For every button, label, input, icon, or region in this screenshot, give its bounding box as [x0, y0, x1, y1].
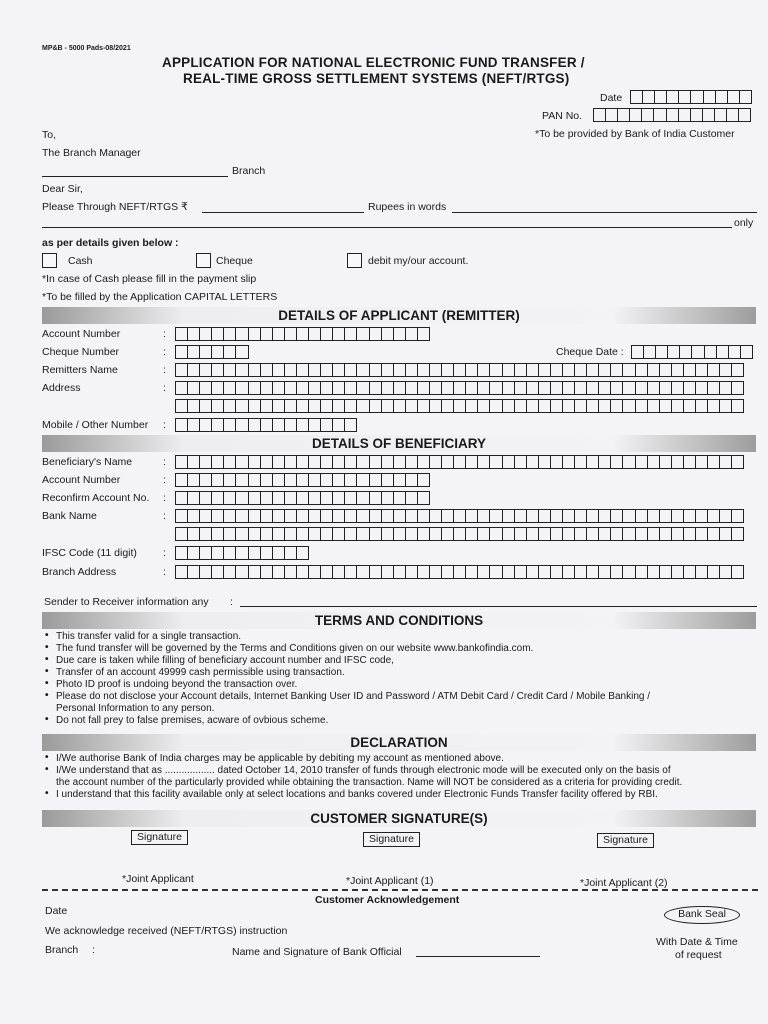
sender-info-line[interactable]	[240, 606, 757, 607]
debit-checkbox[interactable]	[347, 253, 362, 268]
colon: :	[163, 547, 166, 559]
declaration-item-continued: the account number of the particularly provided while obtaining the transaction. Name will NOT be considered as a criteria for providing credit.	[56, 777, 683, 788]
address-label: Address	[42, 382, 81, 394]
official-signature-line[interactable]	[416, 956, 540, 957]
to-label: To,	[42, 129, 57, 141]
ack-text: We acknowledge received (NEFT/RTGS) instruction	[45, 925, 288, 937]
section-applicant-title: DETAILS OF APPLICANT (REMITTER)	[278, 308, 520, 323]
branch-address-boxes[interactable]	[175, 565, 744, 579]
term-item: • Due care is taken while filling of beneficiary account number and IFSC code,	[45, 654, 394, 666]
seal-note-1: With Date & Time	[656, 936, 738, 948]
rupees-words-label: Rupees in words	[368, 201, 447, 213]
cheque-checkbox[interactable]	[196, 253, 211, 268]
term-item: • Please do not disclose your Account details, Internet Banking User ID and Password / ATM Debit Card / Credit Card / Mobile Banking /	[45, 690, 650, 702]
cheque-label: Cheque	[216, 255, 253, 267]
ack-date-label: Date	[45, 905, 68, 917]
pan-boxes[interactable]	[593, 108, 751, 122]
cheque-date-label: Cheque Date :	[556, 346, 624, 358]
signature-box-joint-2[interactable]: Signature	[597, 833, 654, 848]
colon: :	[163, 492, 166, 504]
amount-line[interactable]	[202, 212, 364, 213]
declaration-item: • I understand that this facility available only at select locations and banks covered under Electronic Funds Transfer facility offered by RBI.	[45, 788, 658, 800]
joint-applicant-2-label: *Joint Applicant (2)	[580, 877, 668, 889]
ack-branch-label: Branch	[45, 944, 79, 956]
colon: :	[163, 364, 166, 376]
reconfirm-account-label: Reconfirm Account No.	[42, 492, 150, 504]
remitter-name-label: Remitters Name	[42, 364, 118, 376]
branch-address-label: Branch Address	[42, 566, 117, 578]
colon: :	[163, 328, 166, 340]
rupees-words-line[interactable]	[452, 212, 757, 213]
pan-note: *To be provided by Bank of India Customer	[535, 128, 735, 140]
section-terms	[42, 612, 756, 629]
remitter-account-boxes[interactable]	[175, 327, 430, 341]
ifsc-boxes[interactable]	[175, 546, 309, 560]
declaration-item: • I/We authorise Bank of India charges may be applicable by debiting my account as mentioned above.	[45, 752, 504, 764]
beneficiary-account-label: Account Number	[42, 474, 121, 486]
joint-applicant-1-label: *Joint Applicant (1)	[346, 875, 434, 887]
cheque-number-label: Cheque Number	[42, 346, 120, 358]
declaration-item: • I/We understand that as .................. dated October 14, 2010 transfer of funds through electronic mode will be executed only on the basis of	[45, 764, 671, 776]
colon: :	[163, 419, 166, 431]
term-item: • Do not fall prey to false premises, acware of ovbious scheme.	[45, 714, 329, 726]
term-item: • Transfer of an account 49999 cash permissible using transaction.	[45, 666, 345, 678]
signature-box-joint-1[interactable]: Signature	[363, 832, 420, 847]
cash-checkbox[interactable]	[42, 253, 57, 268]
section-signatures-title: CUSTOMER SIGNATURE(S)	[310, 811, 488, 826]
through-label: Please Through NEFT/RTGS ₹	[42, 201, 188, 213]
mobile-label: Mobile / Other Number	[42, 419, 149, 431]
section-applicant	[42, 307, 756, 324]
ack-title: Customer Acknowledgement	[315, 894, 460, 906]
remitter-name-boxes[interactable]	[175, 363, 744, 377]
only-label: only	[734, 217, 754, 229]
ack-official-label: Name and Signature of Bank Official	[232, 946, 402, 958]
colon: :	[163, 346, 166, 358]
date-label: Date	[600, 92, 623, 104]
bank-name-boxes-2[interactable]	[175, 527, 744, 541]
colon: :	[92, 944, 95, 956]
form-code: MP&B - 5000 Pads-08/2021	[42, 45, 131, 52]
branch-manager: The Branch Manager	[42, 147, 141, 159]
beneficiary-name-label: Beneficiary's Name	[42, 456, 133, 468]
cheque-date-boxes[interactable]	[631, 345, 753, 359]
section-declaration	[42, 734, 756, 751]
seal-note-2: of request	[675, 949, 722, 961]
colon: :	[163, 382, 166, 394]
debit-label: debit my/our account.	[368, 255, 469, 267]
colon: :	[163, 474, 166, 486]
section-signatures	[42, 810, 756, 827]
bank-seal: Bank Seal	[664, 906, 740, 924]
rupees-words-line-2[interactable]	[42, 227, 732, 228]
cheque-number-boxes[interactable]	[175, 345, 249, 359]
bank-name-boxes-1[interactable]	[175, 509, 744, 523]
joint-applicant-label: *Joint Applicant	[122, 873, 194, 885]
branch-name-line[interactable]	[42, 176, 228, 177]
colon: :	[163, 510, 166, 522]
cash-label: Cash	[68, 255, 93, 267]
cash-note: *In case of Cash please fill in the payment slip	[42, 273, 257, 285]
sender-info-label: Sender to Receiver information any	[44, 596, 209, 608]
section-beneficiary-title: DETAILS OF BENEFICIARY	[311, 436, 486, 451]
colon: :	[163, 456, 166, 468]
bank-name-label: Bank Name	[42, 510, 97, 522]
term-item: • The fund transfer will be governed by the Terms and Conditions given on our website www.bankofindia.com.	[45, 642, 534, 654]
address-boxes-1[interactable]	[175, 381, 744, 395]
address-boxes-2[interactable]	[175, 399, 744, 413]
salutation: Dear Sir,	[42, 183, 83, 195]
pan-label: PAN No.	[542, 110, 583, 122]
form-title-line1: APPLICATION FOR NATIONAL ELECTRONIC FUND TRANSFER /	[162, 55, 585, 70]
form-title-line2: REAL-TIME GROSS SETTLEMENT SYSTEMS (NEFT/RTGS)	[183, 71, 570, 86]
signature-box-applicant[interactable]: Signature	[131, 830, 188, 845]
section-declaration-title: DECLARATION	[350, 735, 448, 750]
tear-off-line	[42, 889, 758, 891]
reconfirm-account-boxes[interactable]	[175, 491, 430, 505]
section-beneficiary	[42, 435, 756, 452]
colon: :	[230, 596, 233, 608]
term-item: • Photo ID proof is undoing beyond the transaction over.	[45, 678, 298, 690]
date-boxes[interactable]	[630, 90, 752, 104]
beneficiary-name-boxes[interactable]	[175, 455, 744, 469]
ifsc-label: IFSC Code (11 digit)	[42, 547, 137, 559]
account-number-label: Account Number	[42, 328, 121, 340]
beneficiary-account-boxes[interactable]	[175, 473, 430, 487]
per-details-label: as per details given below :	[42, 237, 179, 249]
capital-note: *To be filled by the Application CAPITAL LETTERS	[42, 291, 278, 303]
section-terms-title: TERMS AND CONDITIONS	[314, 613, 484, 628]
term-item: • This transfer valid for a single transaction.	[45, 630, 242, 642]
term-item-continued: Personal Information to any person.	[56, 703, 215, 714]
mobile-boxes[interactable]	[175, 418, 357, 432]
branch-label: Branch	[232, 165, 266, 177]
colon: :	[163, 566, 166, 578]
